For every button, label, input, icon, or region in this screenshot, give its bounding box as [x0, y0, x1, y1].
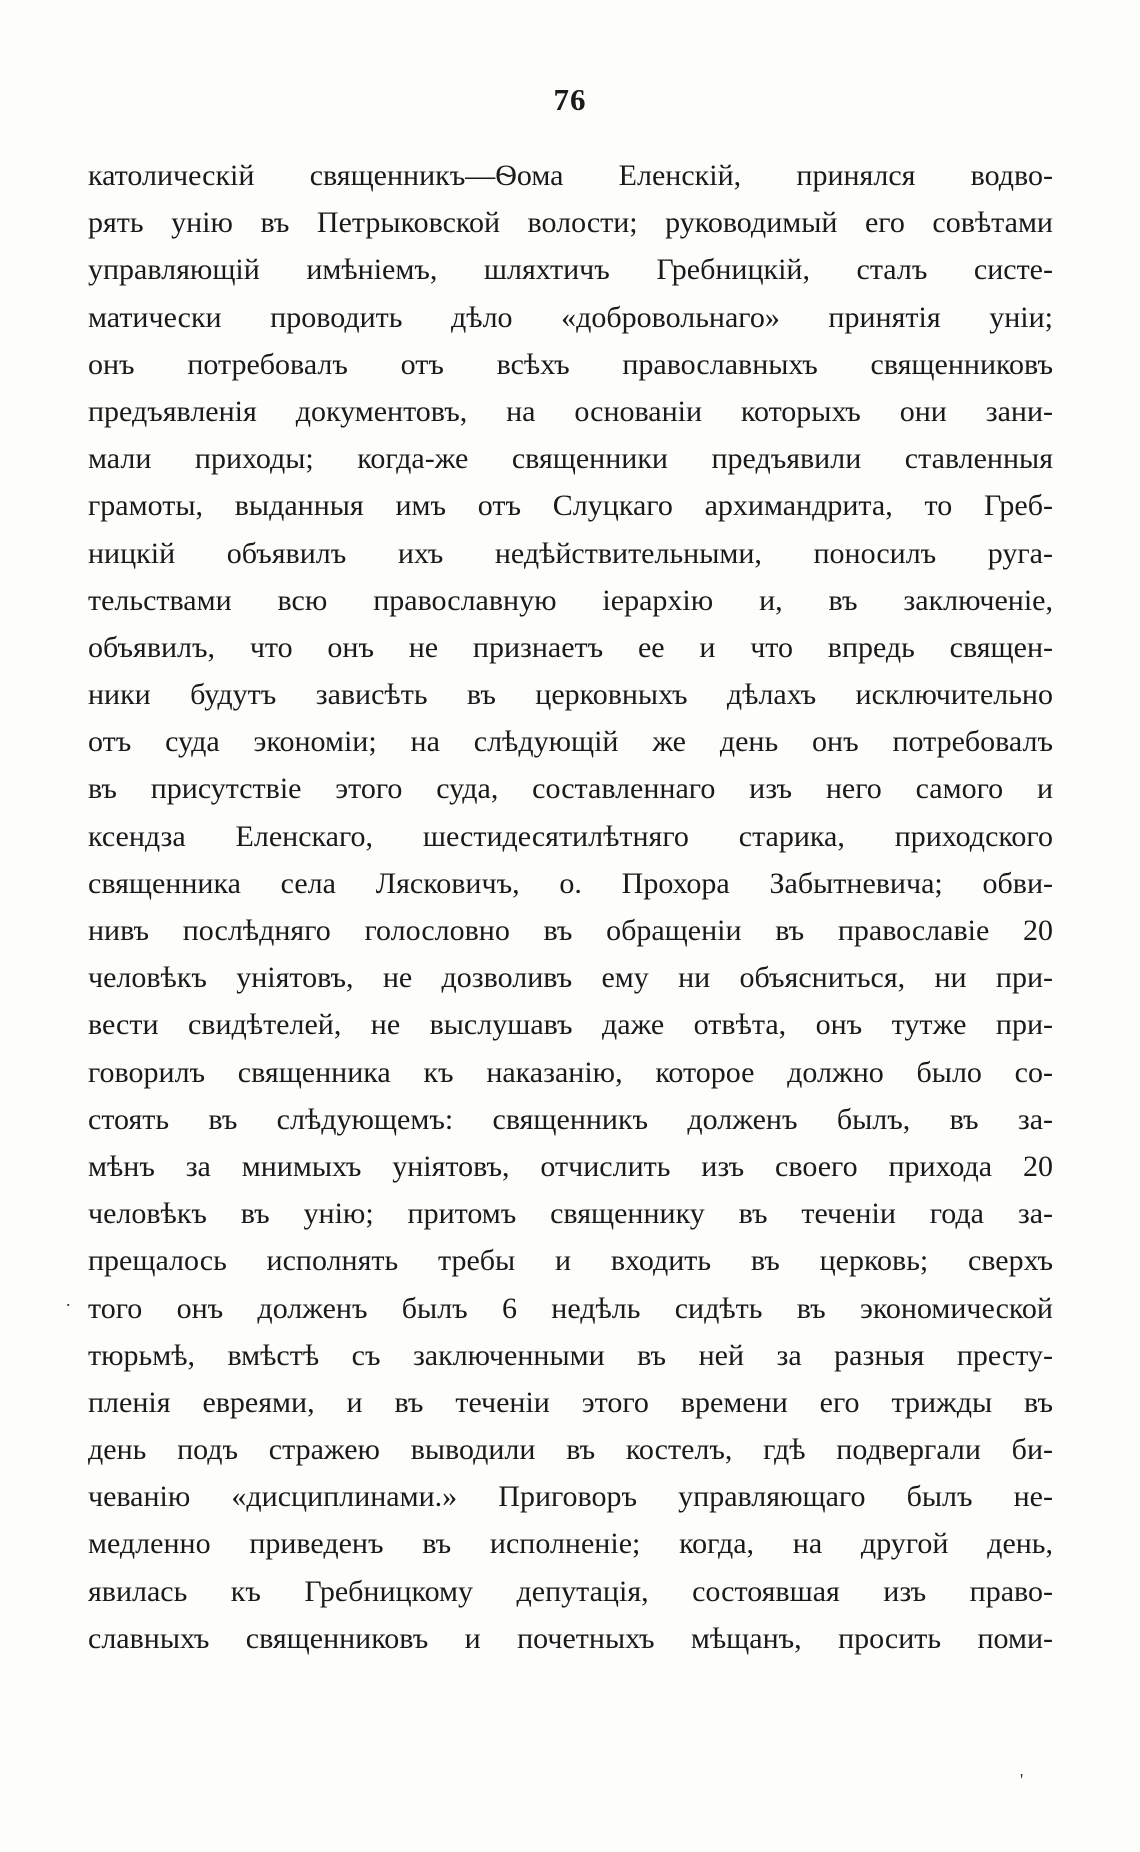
text-line: пленія евреями, и въ теченіи этого времени его трижды въ	[88, 1385, 1053, 1419]
text-line: день подъ стражею выводили въ костелъ, гдѣ подвергали би-	[88, 1433, 1053, 1467]
text-line: онъ потребовалъ отъ всѣхъ православныхъ священниковъ	[88, 347, 1053, 381]
text-line: явилась къ Гребницкому депутація, состоявшая изъ право-	[88, 1574, 1053, 1608]
text-line: католическій священникъ—Ѳома Еленскій, принялся водво-	[88, 159, 1053, 192]
text-line: человѣкъ уніятовъ, не дозволивъ ему ни объясниться, ни при-	[88, 961, 1053, 995]
body-text	[88, 152, 1053, 1662]
text-line: говорилъ священника къ наказанію, которое должно было со-	[88, 1055, 1053, 1089]
text-line: стоять въ слѣдующемъ: священникъ долженъ былъ, въ за-	[88, 1102, 1053, 1136]
text-line: нивъ послѣдняго голословно въ обращеніи въ православіе 20	[88, 914, 1053, 947]
text-line: ницкій объявилъ ихъ недѣйствительными, поносилъ руга-	[88, 536, 1053, 570]
text-line: грамоты, выданныя имъ отъ Слуцкаго архимандрита, то Греб-	[88, 489, 1053, 523]
text-line: мали приходы; когда-же священники предъявили ставленныя	[88, 442, 1053, 476]
text-line: ники будутъ зависѣть въ церковныхъ дѣлахъ исключительно	[88, 678, 1053, 712]
text-line: славныхъ священниковъ и почетныхъ мѣщанъ, просить поми-	[88, 1621, 1053, 1655]
ink-speck: '	[1020, 1770, 1024, 1790]
text-line: предъявленія документовъ, на основаніи которыхъ они зани-	[88, 394, 1053, 428]
page-number: 76	[553, 82, 587, 117]
text-line: тюрьмѣ, вмѣстѣ съ заключенными въ ней за разныя престу-	[88, 1338, 1053, 1372]
ink-speck: .	[66, 1290, 71, 1310]
text-line: управляющій имѣніемъ, шляхтичъ Гребницкій, сталъ систе-	[88, 253, 1053, 287]
text-line: въ присутствіе этого суда, составленнаго изъ него самого и	[88, 772, 1053, 806]
text-line: чеванію «дисциплинами.» Приговоръ управляющаго былъ не-	[88, 1480, 1053, 1514]
text-line: ксендза Еленскаго, шестидесятилѣтняго старика, приходского	[88, 819, 1053, 853]
text-line: медленно приведенъ въ исполненіе; когда, на другой день,	[88, 1527, 1053, 1561]
text-line: вести свидѣтелей, не выслушавъ даже отвѣта, онъ тутже при-	[88, 1008, 1053, 1042]
text-line: человѣкъ въ унію; притомъ священнику въ теченіи года за-	[88, 1197, 1053, 1231]
text-line: матически проводить дѣло «добровольнаго» принятія уніи;	[88, 300, 1053, 334]
text-line: объявилъ, что онъ не признаетъ ее и что впредь священ-	[88, 630, 1053, 664]
text-line: отъ суда экономіи; на слѣдующій же день онъ потребовалъ	[88, 725, 1053, 759]
text-line: рять унію въ Петрыковской волости; руководимый его совѣтами	[88, 206, 1053, 240]
text-line: тельствами всю православную іерархію и, въ заключеніе,	[88, 583, 1053, 617]
text-line: прещалось исполнять требы и входить въ церковь; сверхъ	[88, 1244, 1053, 1278]
text-line: мѣнъ за мнимыхъ уніятовъ, отчислить изъ своего прихода 20	[88, 1149, 1053, 1183]
text-line: священника села Лясковичъ, о. Прохора Забытневича; обви-	[88, 866, 1053, 900]
text-line: того онъ долженъ былъ 6 недѣль сидѣть въ экономической	[88, 1291, 1053, 1325]
